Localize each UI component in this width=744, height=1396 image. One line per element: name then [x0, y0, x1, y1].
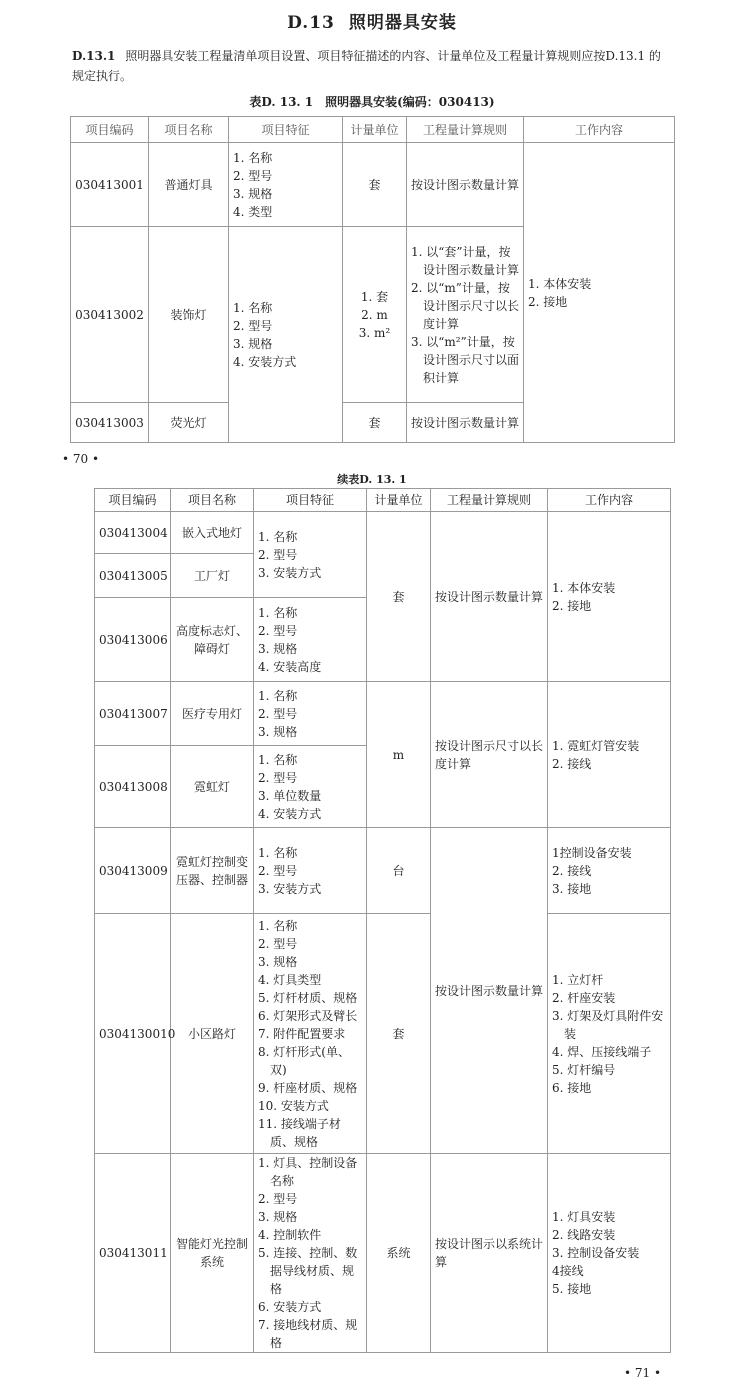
- item-code: 030413005: [95, 554, 171, 598]
- work-line: 1. 本体安装: [552, 580, 616, 595]
- item-name: 普通灯具: [149, 143, 229, 227]
- item-code: 030413001: [71, 143, 149, 227]
- unit-line: 1. 套: [360, 289, 389, 304]
- item-rule: 按设计图示数量计算: [431, 828, 548, 1154]
- item-unit: 套: [343, 403, 407, 443]
- rule-line: 2. 以“m”计量，按设计图示尺寸以长度计算: [411, 280, 520, 331]
- item-features: [229, 143, 343, 227]
- item-name: 高度标志灯、障碍灯: [171, 598, 254, 682]
- feature-line: 6. 安装方式: [258, 1300, 322, 1314]
- item-features: [254, 914, 367, 1154]
- feature-line: 1. 名称: [258, 918, 298, 933]
- table2-header: 计量单位: [367, 489, 431, 512]
- section-name: 照明器具安装: [348, 13, 457, 33]
- table2-header: 项目名称: [171, 489, 254, 512]
- item-features: [254, 598, 367, 682]
- item-unit: [343, 227, 407, 403]
- item-code: 030413008: [95, 746, 171, 828]
- work-line: 2. 接线: [552, 863, 592, 878]
- feature-line: 1. 灯具、控制设备名称: [258, 1156, 358, 1188]
- item-unit: 套: [367, 914, 431, 1154]
- feature-line: 3. 规格: [233, 186, 273, 201]
- table1-header-row: [71, 117, 675, 143]
- feature-line: 5. 连接、控制、数据导线材质、规格: [258, 1246, 358, 1296]
- item-code: 030413009: [95, 828, 171, 914]
- item-name: 装饰灯: [149, 227, 229, 403]
- page-number: • 71 •: [624, 1366, 662, 1380]
- feature-line: 3. 安装方式: [258, 565, 322, 580]
- feature-line: 4. 类型: [233, 204, 273, 219]
- table1-header: 项目特征: [229, 117, 343, 143]
- feature-line: 3. 规格: [233, 336, 273, 351]
- table1-header: 工程量计算规则: [407, 117, 524, 143]
- work-line: 5. 灯杆编号: [552, 1062, 616, 1077]
- table-row: [95, 682, 671, 746]
- feature-line: 2. 型号: [233, 318, 273, 333]
- table2-header: 工程量计算规则: [431, 489, 548, 512]
- feature-line: 1. 名称: [258, 752, 298, 767]
- work-line: 4接线: [552, 1264, 584, 1278]
- work-line: 5. 接地: [552, 1282, 592, 1296]
- unit-line: 3. m²: [358, 325, 391, 340]
- feature-line: 2. 型号: [233, 168, 273, 183]
- feature-line: 3. 规格: [258, 1210, 298, 1224]
- item-rule: 按设计图示数量计算: [431, 512, 548, 682]
- feature-line: 3. 单位数量: [258, 788, 322, 803]
- feature-line: 4. 控制软件: [258, 1228, 322, 1242]
- feature-line: 2. 型号: [258, 547, 298, 562]
- intro-paragraph: [72, 46, 672, 86]
- item-work: [548, 914, 671, 1154]
- item-code: 030413006: [95, 598, 171, 682]
- table1-header: 工作内容: [524, 117, 675, 143]
- item-features: [229, 227, 343, 443]
- table2-header: 项目编码: [95, 489, 171, 512]
- item-features: [254, 1154, 367, 1353]
- table2-header: 工作内容: [548, 489, 671, 512]
- table2: [94, 488, 671, 1353]
- feature-line: 3. 规格: [258, 641, 298, 656]
- table1: [70, 116, 675, 443]
- feature-line: 7. 附件配置要求: [258, 1026, 346, 1041]
- work-line: 1控制设备安装: [552, 845, 632, 860]
- feature-line: 9. 杆座材质、规格: [258, 1080, 358, 1095]
- work-line: 1. 本体安装: [528, 276, 592, 291]
- feature-line: 4. 安装方式: [233, 354, 297, 369]
- item-code: 030413007: [95, 682, 171, 746]
- item-code: 030413003: [71, 403, 149, 443]
- item-name: 医疗专用灯: [171, 682, 254, 746]
- item-work: [548, 512, 671, 682]
- table-row: [95, 1154, 671, 1353]
- feature-line: 1. 名称: [258, 688, 298, 703]
- item-rule: 按设计图示以系统计算: [431, 1154, 548, 1353]
- feature-line: 11. 接线端子材质、规格: [258, 1116, 341, 1149]
- feature-line: 1. 名称: [258, 845, 298, 860]
- item-name: 嵌入式地灯: [171, 512, 254, 554]
- rule-line: 3. 以“m²”计量，按设计图示尺寸以面积计算: [411, 334, 520, 385]
- item-name: 工厂灯: [171, 554, 254, 598]
- item-code: 030413011: [95, 1154, 171, 1353]
- feature-line: 3. 规格: [258, 724, 298, 739]
- table-row: [95, 512, 671, 554]
- table-row: [71, 143, 675, 227]
- item-rule: [407, 227, 524, 403]
- rule-line: 1. 以“套”计量，按设计图示数量计算: [411, 244, 520, 277]
- work-line: 1. 霓虹灯管安装: [552, 738, 640, 753]
- item-rule: 按设计图示数量计算: [407, 403, 524, 443]
- item-name: 小区路灯: [171, 914, 254, 1154]
- item-work: [548, 682, 671, 828]
- work-line: 3. 接地: [552, 881, 592, 896]
- table2-caption: 续表D. 13. 1: [337, 473, 407, 486]
- feature-line: 6. 灯架形式及臂长: [258, 1008, 358, 1023]
- table1-header: 项目名称: [149, 117, 229, 143]
- work-line: 2. 接地: [552, 598, 592, 613]
- work-line: 6. 接地: [552, 1080, 592, 1095]
- item-features: [254, 682, 367, 746]
- feature-line: 8. 灯杆形式(单、双): [258, 1044, 350, 1077]
- feature-line: 3. 规格: [258, 954, 298, 969]
- work-line: 2. 接线: [552, 756, 592, 771]
- feature-line: 2. 型号: [258, 936, 298, 951]
- table1-header: 项目编码: [71, 117, 149, 143]
- item-rule: 按设计图示尺寸以长度计算: [431, 682, 548, 828]
- feature-line: 1. 名称: [233, 150, 273, 165]
- unit-line: 2. m: [361, 307, 388, 322]
- item-unit: 套: [367, 512, 431, 682]
- work-line: 2. 杆座安装: [552, 990, 616, 1005]
- item-unit: 系统: [367, 1154, 431, 1353]
- work-line: 3. 灯架及灯具附件安装: [552, 1008, 664, 1041]
- item-unit: m: [367, 682, 431, 828]
- work-line: 4. 焊、压接线端子: [552, 1044, 652, 1059]
- feature-line: 1. 名称: [233, 300, 273, 315]
- item-code: 030413002: [71, 227, 149, 403]
- item-work: [524, 143, 675, 443]
- item-rule: 按设计图示数量计算: [407, 143, 524, 227]
- item-features: [254, 746, 367, 828]
- feature-line: 2. 型号: [258, 1192, 298, 1206]
- work-line: 3. 控制设备安装: [552, 1246, 640, 1260]
- work-line: 1. 立灯杆: [552, 972, 604, 987]
- item-unit: 套: [343, 143, 407, 227]
- feature-line: 10. 安装方式: [258, 1098, 329, 1113]
- table2-header: 项目特征: [254, 489, 367, 512]
- table-row: [95, 914, 671, 1154]
- page-number: • 70 •: [62, 452, 100, 466]
- item-name: 霓虹灯: [171, 746, 254, 828]
- item-name: 智能灯光控制系统: [171, 1154, 254, 1353]
- item-features: [254, 512, 367, 598]
- item-code: 0304130010: [95, 914, 171, 1154]
- table2-header-row: [95, 489, 671, 512]
- work-line: 2. 接地: [528, 294, 568, 309]
- feature-line: 4. 安装方式: [258, 806, 322, 821]
- work-line: 1. 灯具安装: [552, 1210, 616, 1224]
- item-work: [548, 828, 671, 914]
- feature-line: 2. 型号: [258, 706, 298, 721]
- item-code: 030413004: [95, 512, 171, 554]
- item-features: [254, 828, 367, 914]
- feature-line: 1. 名称: [258, 529, 298, 544]
- item-unit: 台: [367, 828, 431, 914]
- section-code: D.13: [287, 13, 335, 33]
- feature-line: 4. 安装高度: [258, 659, 322, 674]
- feature-line: 2. 型号: [258, 770, 298, 785]
- feature-line: 4. 灯具类型: [258, 972, 322, 987]
- feature-line: 1. 名称: [258, 605, 298, 620]
- item-work: [548, 1154, 671, 1353]
- section-title: [0, 8, 744, 33]
- table1-header: 计量单位: [343, 117, 407, 143]
- work-line: 2. 线路安装: [552, 1228, 616, 1242]
- table1-caption: 表D. 13. 1 照明器具安装(编码：030413): [249, 95, 495, 109]
- feature-line: 2. 型号: [258, 863, 298, 878]
- intro-code: D.13.1: [72, 49, 116, 63]
- feature-line: 3. 安装方式: [258, 881, 322, 896]
- item-name: 荧光灯: [149, 403, 229, 443]
- item-name: 霓虹灯控制变压器、控制器: [171, 828, 254, 914]
- feature-line: 2. 型号: [258, 623, 298, 638]
- intro-text: 照明器具安装工程量清单项目设置、项目特征描述的内容、计量单位及工程量计算规则应按D.13.1 的规定执行。: [72, 49, 661, 83]
- table-row: [95, 828, 671, 914]
- feature-line: 5. 灯杆材质、规格: [258, 990, 358, 1005]
- feature-line: 7. 接地线材质、规格: [258, 1318, 358, 1350]
